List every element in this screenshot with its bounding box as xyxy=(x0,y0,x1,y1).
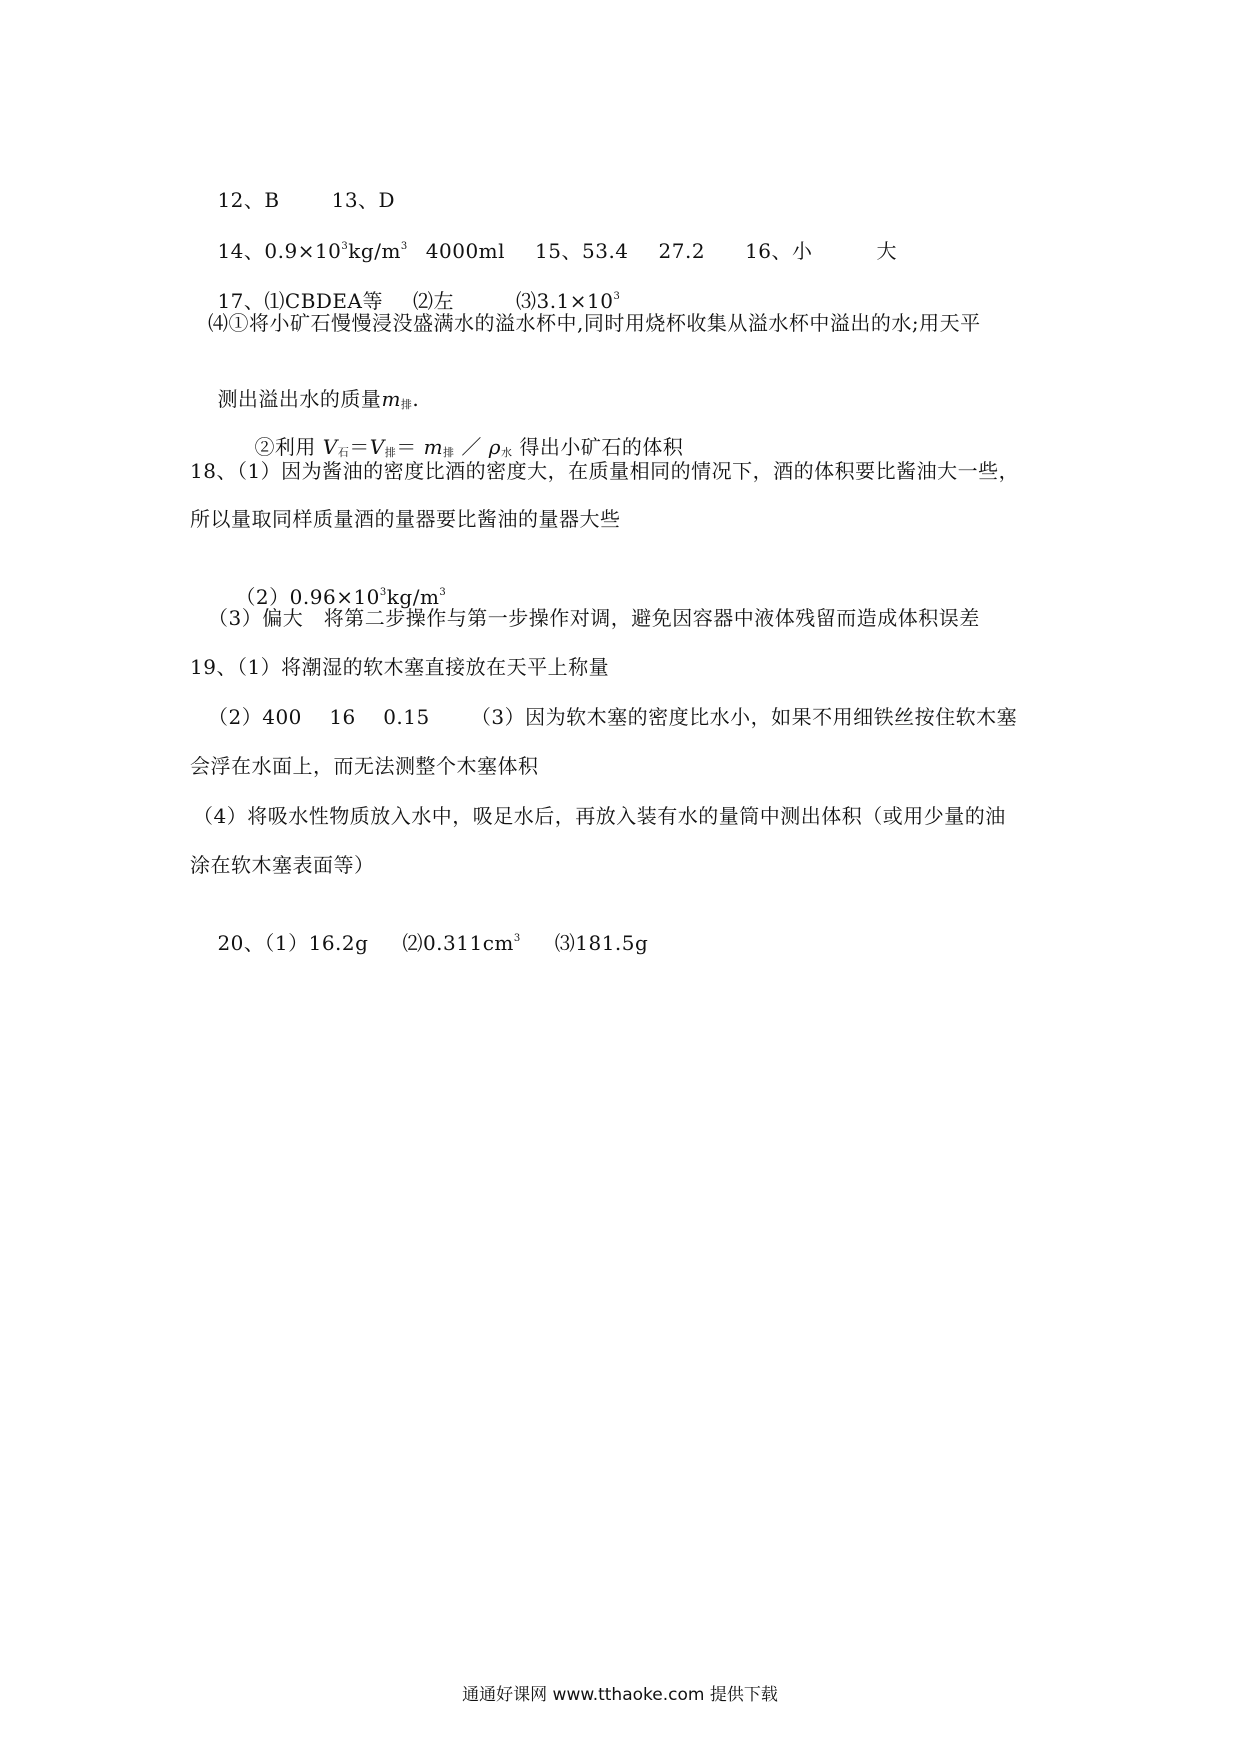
answer-17-part4-line1: ⑷①将小矿石慢慢浸没盛满水的溢水杯中,同时用烧杯收集从溢水杯中溢出的水;用天平 xyxy=(208,311,981,335)
answer-14-volume: 4000ml xyxy=(425,239,506,263)
answer-20-line xyxy=(190,901,648,985)
answer-20-part1: 20、（1）16.2g xyxy=(217,931,369,955)
answer-19-line4: （4）将吸水性物质放入水中，吸足水后，再放入装有水的量筒中测出体积（或用少量的油 xyxy=(193,804,1006,828)
answer-13: 13、D xyxy=(331,188,396,212)
answer-18-line2: 所以量取同样质量酒的量器要比酱油的量器大些 xyxy=(190,507,621,531)
footer-download-notice: 通通好课网 www.tthaoke.com 提供下载 xyxy=(462,1685,778,1705)
answer-17-part3: $⑶3.1\times 10^3$ xyxy=(515,289,621,313)
answer-18-line1: 18、（1）因为酱油的密度比酒的密度大，在质量相同的情况下，酒的体积要比酱油大一些， xyxy=(190,459,1020,483)
answer-19-line3: 会浮在水面上，而无法测整个木塞体积 xyxy=(190,754,539,778)
answer-19-line2: （2）400 16 0.15 （3）因为软木塞的密度比水小，如果不用细铁丝按住软木塞 xyxy=(208,705,1018,729)
answer-15-b: 27.2 xyxy=(658,239,706,263)
answer-19-line5: 涂在软木塞表面等） xyxy=(190,853,375,877)
answer-15-a: 15、53.4 xyxy=(535,239,629,263)
answer-18-part2: $(2)0.96\times 10^3kg/m^3$ xyxy=(235,585,447,609)
answer-17-part4-line2: 测出溢出水的质量$m_排$. xyxy=(217,387,420,411)
answer-14-value: 14、$0.9\times 10^3kg/m^3$ xyxy=(217,239,408,263)
answer-20-part2: $⑵0.311cm^3$ xyxy=(402,931,521,955)
answer-19-line1: 19、（1）将潮湿的软木塞直接放在天平上称量 xyxy=(190,655,610,679)
answer-17-part1: 17、⑴CBDEA等 xyxy=(217,289,383,313)
answer-17-part4-formula: ②利用 $V_石=V_排= m_排$ ／ $\rho_水$ 得出小矿石的体积 xyxy=(254,435,684,459)
answer-20-part3: ⑶181.5g xyxy=(554,931,649,955)
answer-12: 12、B xyxy=(217,188,280,212)
answer-17-part2: ⑵左 xyxy=(412,289,454,313)
answer-16-b: 大 xyxy=(876,239,898,263)
answer-18-part3: （3）偏大 将第二步操作与第一步操作对调，避免因容器中液体残留而造成体积误差 xyxy=(208,606,980,630)
answer-16-a: 16、小 xyxy=(745,239,813,263)
